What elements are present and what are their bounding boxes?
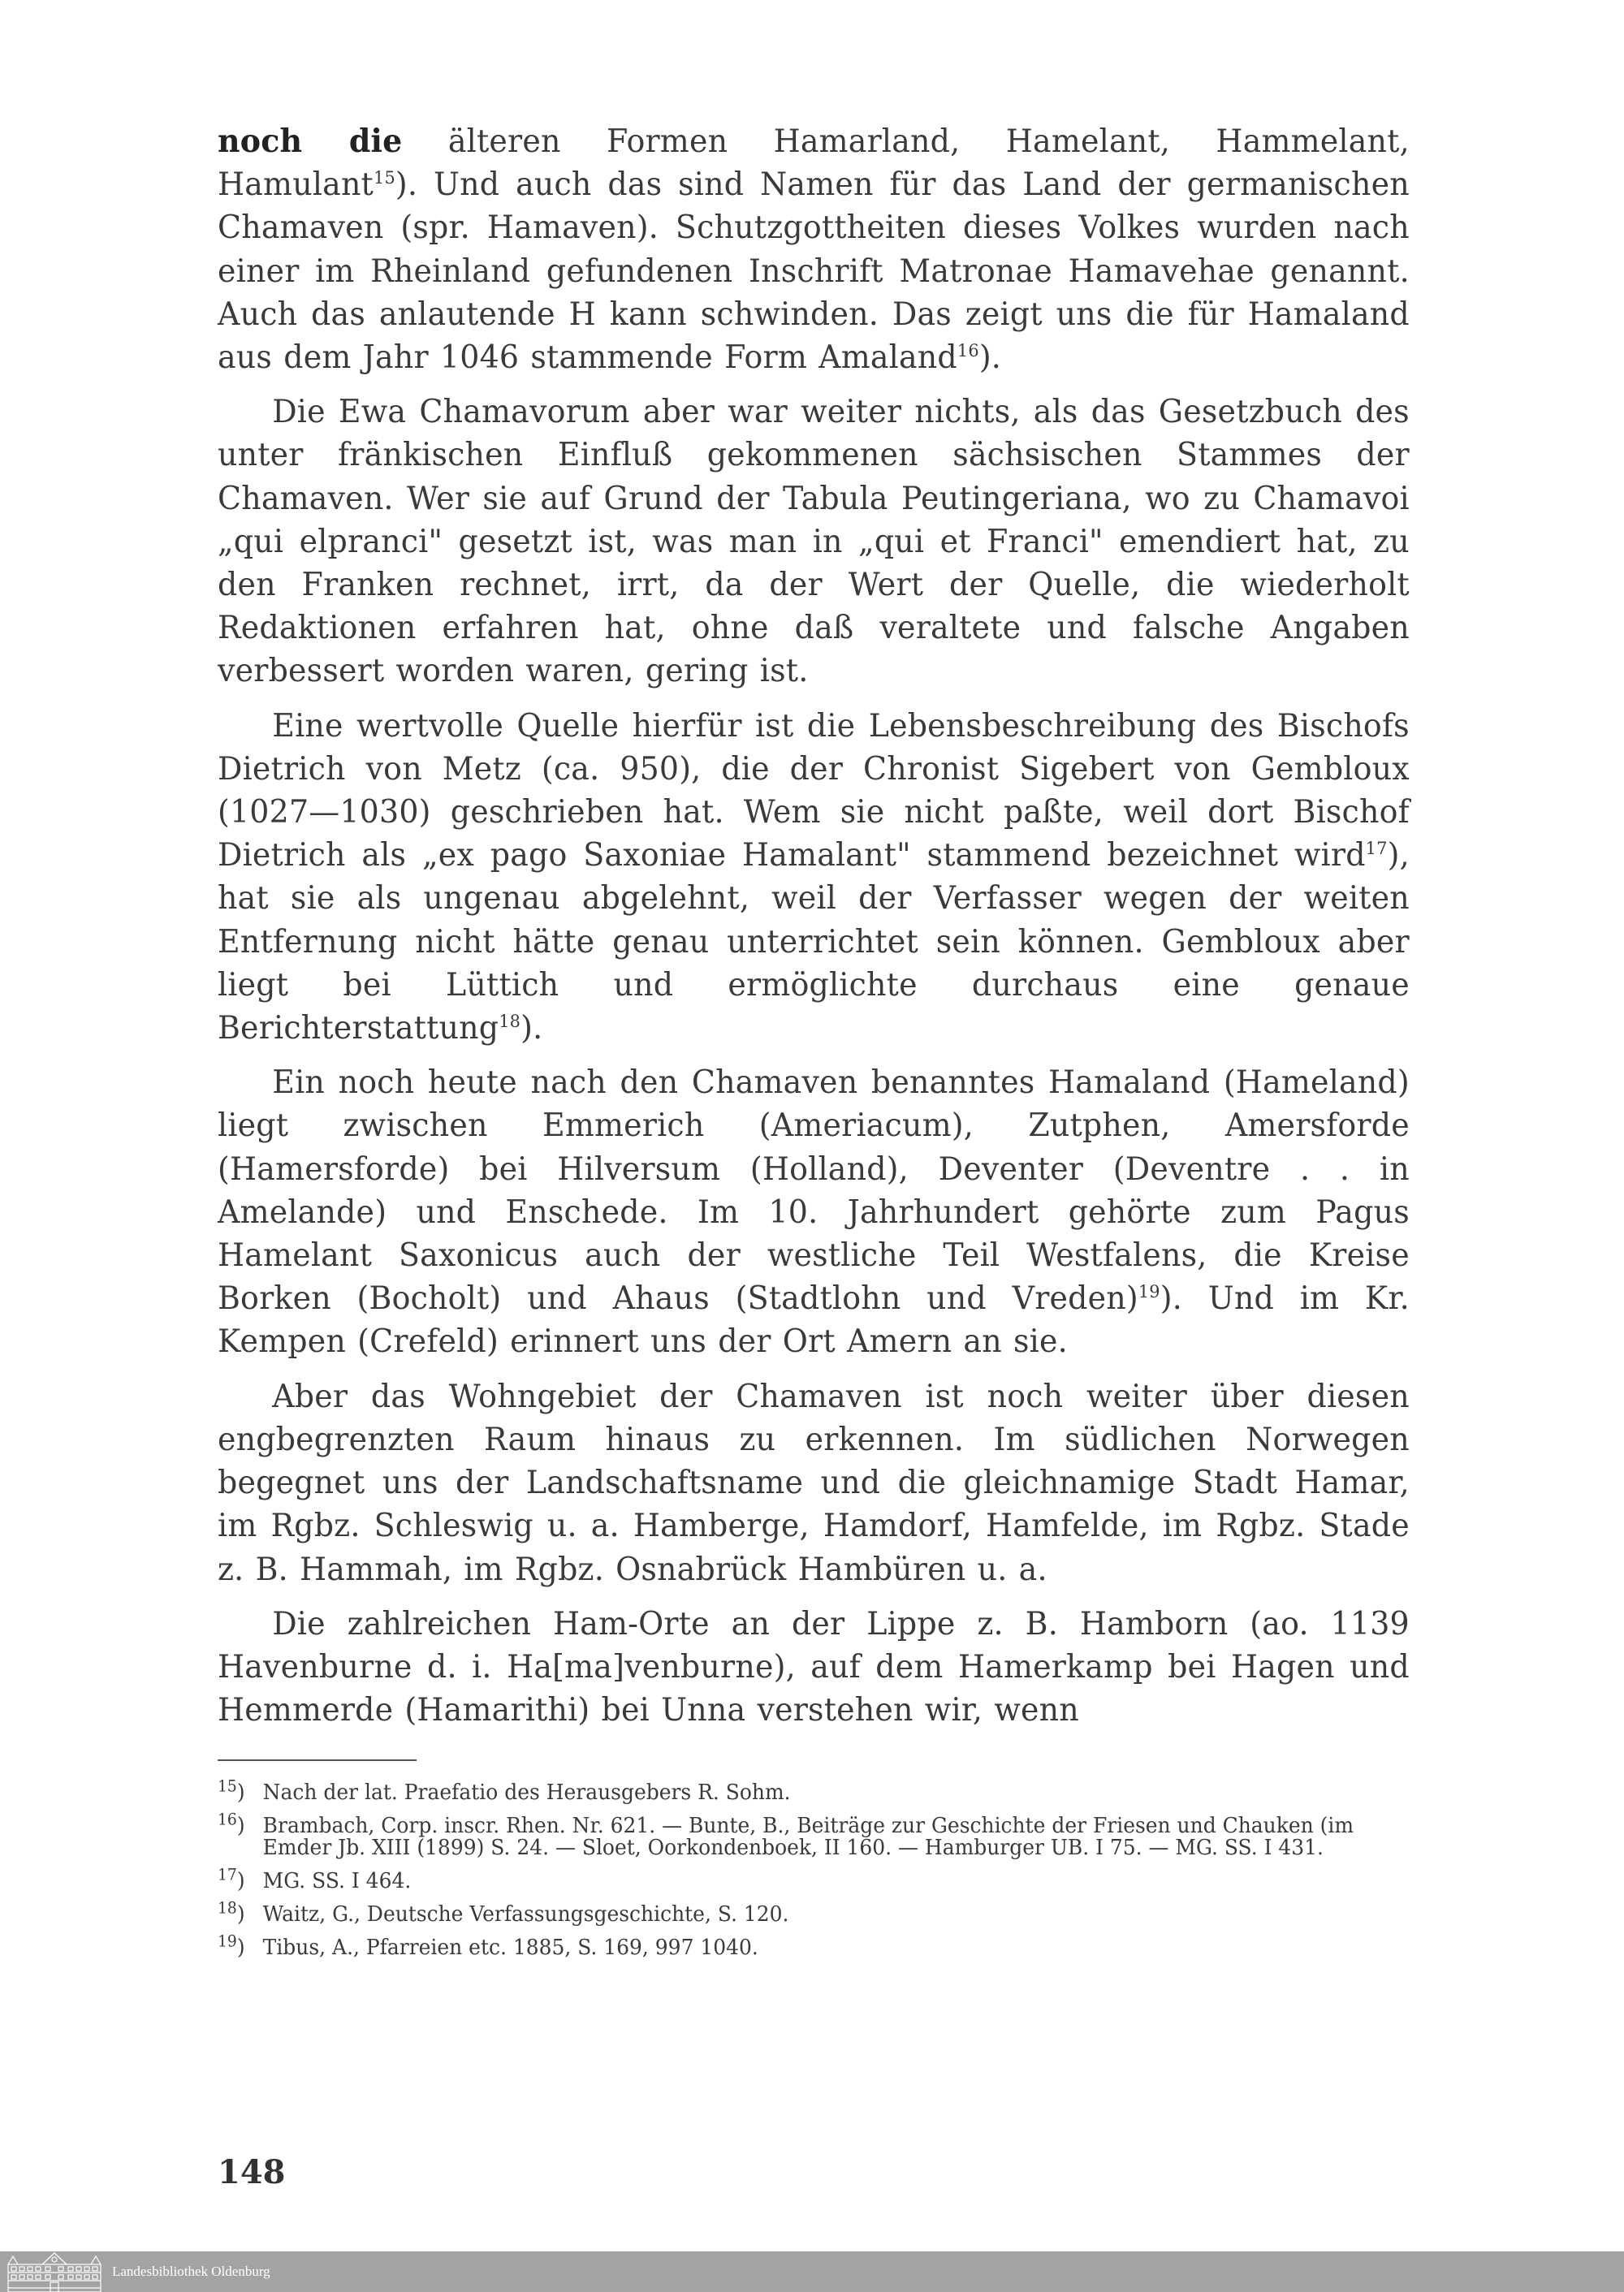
footnote bbox=[218, 1865, 1410, 1894]
footnote-number: $^{18}$) bbox=[218, 1898, 245, 1927]
footnote-reference[interactable]: 16 bbox=[957, 340, 979, 361]
main-text bbox=[218, 120, 1410, 1732]
paragraph bbox=[218, 1375, 1410, 1591]
footnote-reference[interactable]: 19 bbox=[1138, 1282, 1160, 1303]
footnote-reference[interactable]: 17 bbox=[1365, 839, 1388, 860]
footnote-text: MG. SS. I 464. bbox=[262, 1869, 412, 1894]
paragraph-text: ). bbox=[978, 339, 1002, 377]
footnote bbox=[218, 1898, 1410, 1927]
footnote-number: $^{15}$) bbox=[218, 1776, 245, 1806]
footnote-text: Tibus, A., Pfarreien etc. 1885, S. 169, 997 1040. bbox=[262, 1936, 758, 1961]
paragraph bbox=[218, 391, 1410, 693]
footnote-text: Brambach, Corp. inscr. Rhen. Nr. 621. — Bunte, B., Beiträge zur Geschichte der Friesen und Chauken (im Emder Jb. XIII (1899) S. 24. — Sloet, Oorkondenboek, II 160. — Hamburger UB. I 75. — MG. SS. I 431. bbox=[262, 1814, 1354, 1861]
paragraph-lead-text: noch die bbox=[218, 123, 403, 160]
footnote-number: $^{19}$) bbox=[218, 1932, 245, 1961]
footnote bbox=[218, 1810, 1410, 1861]
library-building-icon bbox=[5, 2251, 104, 2292]
footnote bbox=[218, 1932, 1410, 1961]
paragraph-text: Ein noch heute nach den Chamaven benanntes Hamaland (Hameland) liegt zwischen Emmerich (Ameriacum), Zutphen, Amersforde (Hamersforde) bei Hilversum (Holland), Deventer (Deventre . . in Amelande) und Enschede. Im 10. Jahrhundert gehörte zum Pagus Hamelant Saxonicus auch der westliche Teil Westfalens, die Kreise Borken (Bocholt) und Ahaus (Stadtlohn und Vreden) bbox=[218, 1064, 1410, 1318]
footnote-text: Waitz, G., Deutsche Verfassungsgeschichte, S. 120. bbox=[262, 1902, 789, 1927]
footnote-reference[interactable]: 18 bbox=[499, 1011, 521, 1032]
footnote-number-value: 16 bbox=[218, 1810, 237, 1829]
paragraph-text: ). Und im Kr. Kempen (Crefeld) erinnert uns der Ort Amern an sie. bbox=[218, 1280, 1410, 1361]
footnote-number-value: 19 bbox=[218, 1932, 237, 1951]
footnote-number-value: 18 bbox=[218, 1898, 237, 1918]
paragraph bbox=[218, 1603, 1410, 1733]
footnote-number-value: 15 bbox=[218, 1776, 237, 1796]
paragraph-text: Die Ewa Chamavorum aber war weiter nichts, als das Gesetzbuch des unter fränkischen Einfluß gekommenen sächsischen Stammes der Chamaven. Wer sie auf Grund der Tabula Peutingeriana, wo zu Chamavoi „qui elpranci" gesetzt ist, was man in „qui et Franci" emendiert hat, zu den Franken rechnet, irrt, da der Wert der Quelle, die wiederholt Redaktionen erfahren hat, ohne daß veraltete und falsche Angaben verbessert worden waren, gering ist. bbox=[218, 393, 1410, 690]
paragraph-text: Eine wertvolle Quelle hierfür ist die Lebensbeschreibung des Bischofs Dietrich von Metz (ca. 950), die der Chronist Sigebert von Gembloux (1027—1030) geschrieben hat. Wem sie nicht paßte, weil dort Bischof Dietrich als „ex pago Saxoniae Hamalant" stammend bezeichnet wird bbox=[218, 706, 1410, 874]
footnote-number: $^{16}$) bbox=[218, 1810, 245, 1839]
page-number: 148 bbox=[218, 2153, 286, 2191]
paragraph-text: ). Und auch das sind Namen für das Land der germanischen Chamaven (spr. Hamaven). Schutzgottheiten dieses Volkes wurden nach einer im Rheinland gefundenen Inschrift Matronae Hamavehae genannt. Auch das anlautende H kann schwinden. Das zeigt uns die für Hamaland aus dem Jahr 1046 stammende Form Amaland bbox=[218, 166, 1410, 377]
paragraph-text: ), hat sie als ungenau abgelehnt, weil der Verfasser wegen der weiten Entfernung nicht hätte genau unterrichtet sein können. Gembloux aber liegt bei Lüttich und ermöglichte durchaus eine genaue Berichterstattung bbox=[218, 836, 1410, 1047]
paragraph-text: Die zahlreichen Ham-Orte an der Lippe z. B. Hamborn (ao. 1139 Havenburne d. i. Ha[ma]venburne), auf dem Hamerkamp bei Hagen und Hemmerde (Hamarithi) bei Unna verstehen wir, wenn bbox=[218, 1604, 1410, 1729]
paragraph-text: ). bbox=[520, 1009, 543, 1047]
footnotes bbox=[218, 1776, 1410, 1961]
footnote bbox=[218, 1776, 1410, 1806]
footnote-divider bbox=[218, 1759, 417, 1761]
paragraph-text: älteren Formen Hamarland, Hamelant, Hammelant, Hamulant bbox=[218, 123, 1410, 204]
footnote-reference[interactable]: 15 bbox=[374, 168, 395, 189]
paragraph bbox=[218, 1061, 1410, 1363]
footnote-number-value: 17 bbox=[218, 1865, 237, 1884]
library-name: Landesbibliothek Oldenburg bbox=[112, 2264, 270, 2279]
library-footer-bar bbox=[0, 2251, 1624, 2292]
paragraph bbox=[218, 120, 1410, 379]
footnote-number: $^{17}$) bbox=[218, 1865, 245, 1894]
footnote-text: Nach der lat. Praefatio des Herausgebers R. Sohm. bbox=[262, 1781, 791, 1806]
page-body bbox=[218, 120, 1410, 1970]
paragraph bbox=[218, 705, 1410, 1051]
paragraph-text: Aber das Wohngebiet der Chamaven ist noch weiter über diesen engbegrenzten Raum hinaus zu erkennen. Im südlichen Norwegen begegnet uns der Landschaftsname und die gleichnamige Stadt Hamar, im Rgbz. Schleswig u. a. Hamberge, Hamdorf, Hamfelde, im Rgbz. Stade z. B. Hammah, im Rgbz. Osnabrück Hambüren u. a. bbox=[218, 1377, 1410, 1588]
